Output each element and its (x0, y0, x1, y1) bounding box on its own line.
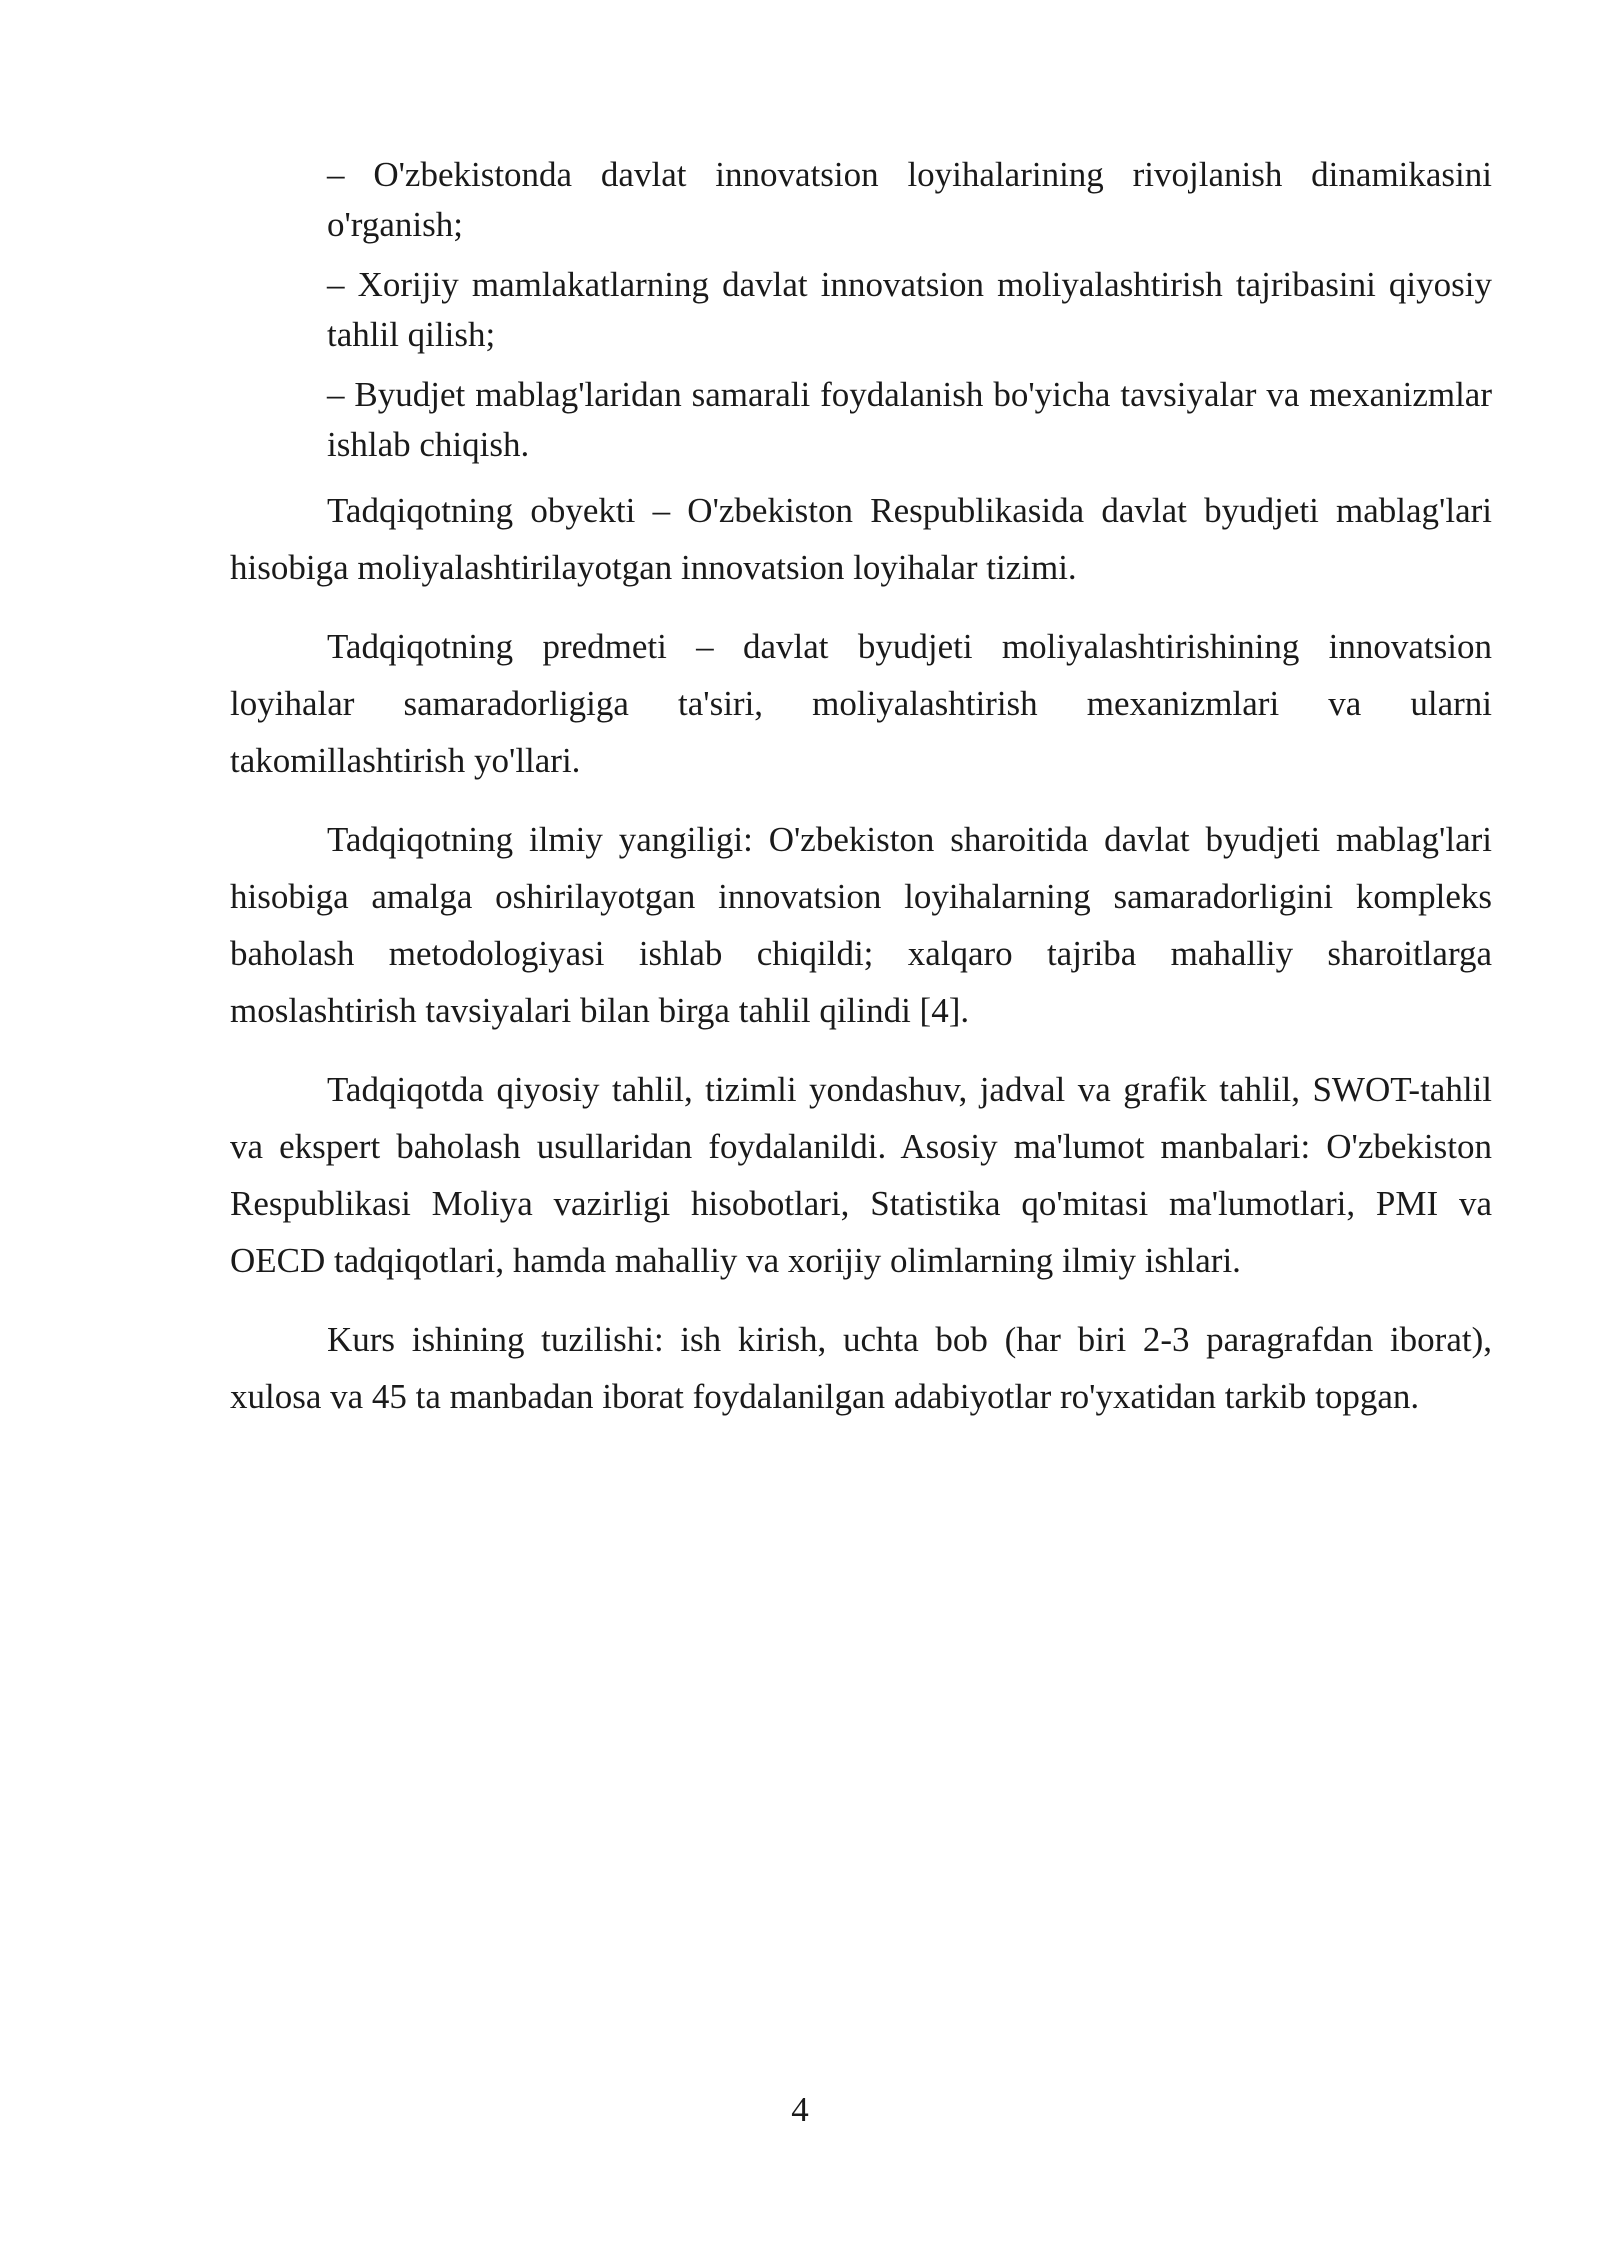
task-item: – Xorijiy mamlakatlarning davlat innovatsion moliyalashtirish tajribasini qiyosiy tahlil qilish; (327, 265, 1492, 354)
paragraph-scientific-novelty: Tadqiqotning ilmiy yangiligi: O'zbekiston sharoitida davlat byudjeti mablag'lari hisobiga amalga oshirilayotgan innovatsion loyihalarning samaradorligini kompleks baholash metodologiyasi ishlab chiqildi; xalqaro tajriba mahalliy sharoitlarga moslashtirish tavsiyalari bilan birga tahlil qilindi [4]. (230, 820, 1492, 1030)
page-body (230, 150, 1492, 1447)
page-number: 4 (791, 2090, 809, 2129)
paragraph-work-structure: Kurs ishining tuzilishi: ish kirish, uchta bob (har biri 2-3 paragrafdan iborat), xulosa va 45 ta manbadan iborat foydalanilgan adabiyotlar ro'yxatidan tarkib topgan. (230, 1320, 1492, 1416)
paragraph-research-subject: Tadqiqotning predmeti – davlat byudjeti moliyalashtirishining innovatsion loyihalar samaradorligiga ta'siri, moliyalashtirish mexanizmlari va ularni takomillashtirish yo'llari. (230, 627, 1492, 780)
task-item: – Byudjet mablag'laridan samarali foydalanish bo'yicha tavsiyalar va mexanizmlar ishlab chiqish. (327, 375, 1492, 464)
task-list (327, 150, 1492, 470)
task-item: – O'zbekistonda davlat innovatsion loyihalarining rivojlanish dinamikasini o'rganish; (327, 155, 1492, 244)
paragraph-research-object: Tadqiqotning obyekti – O'zbekiston Respublikasida davlat byudjeti mablag'lari hisobiga moliyalashtirilayotgan innovatsion loyihalar tizimi. (230, 491, 1492, 587)
paragraph-methods-sources: Tadqiqotda qiyosiy tahlil, tizimli yondashuv, jadval va grafik tahlil, SWOT-tahlil va ekspert baholash usullaridan foydalanildi. Asosiy ma'lumot manbalari: O'zbekiston Respublikasi Moliya vazirligi hisobotlari, Statistika qo'mitasi ma'lumotlari, PMI va OECD tadqiqotlari, hamda mahalliy va xorijiy olimlarning ilmiy ishlari. (230, 1070, 1492, 1280)
